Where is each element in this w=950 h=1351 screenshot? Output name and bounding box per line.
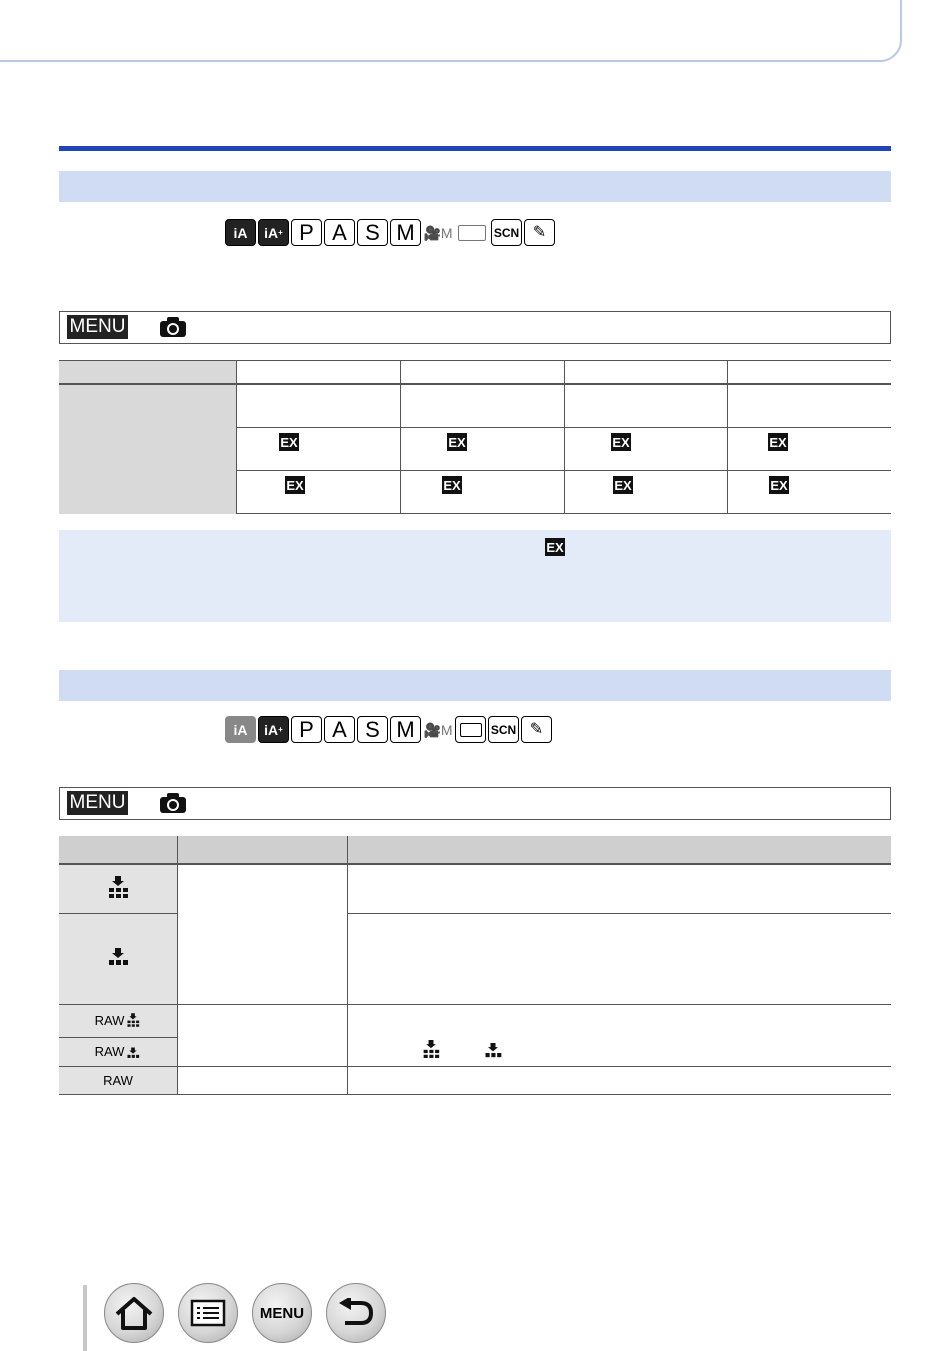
m-mode-icon: M	[390, 716, 421, 743]
ex-icon: EX	[770, 477, 788, 493]
section-heading-bar-1	[59, 171, 891, 202]
contents-button[interactable]	[178, 1283, 238, 1343]
s-mode-icon: S	[357, 716, 388, 743]
menu-button-label: MENU	[259, 1304, 305, 1322]
a-mode-icon: A	[324, 219, 355, 246]
home-icon	[114, 1295, 154, 1331]
camera-icon	[159, 792, 187, 814]
s-mode-icon: S	[357, 219, 388, 246]
panorama-mode-icon	[455, 716, 486, 743]
raw-label: RAW	[94, 1013, 125, 1028]
raw-row-cell	[59, 1067, 178, 1095]
mode-icons-1	[225, 219, 555, 246]
menu-icon: MENU	[67, 315, 128, 339]
ex-icon: EX	[286, 477, 304, 493]
ia-mode-icon: iA	[225, 219, 256, 246]
ex-icon: EX	[769, 434, 787, 450]
menu-button[interactable]	[252, 1283, 312, 1343]
scn-mode-icon: SCN	[488, 716, 519, 743]
mode-icons-2	[225, 716, 552, 743]
resolution-table	[59, 360, 891, 514]
fine-row-icon-cell	[59, 864, 178, 914]
quality-fine-icon	[105, 876, 131, 898]
ex-icon: EX	[443, 477, 461, 493]
nav-divider	[83, 1285, 87, 1351]
quality-standard-icon	[482, 1043, 504, 1058]
menu-path-2	[59, 787, 891, 820]
ia-mode-icon: iA	[225, 716, 256, 743]
p-mode-icon: P	[291, 219, 322, 246]
raw-fine-row-cell	[59, 1005, 178, 1038]
row-label-cell	[59, 384, 237, 514]
title-rule	[59, 146, 891, 151]
raw-label: RAW	[103, 1072, 133, 1088]
movie-m-mode-icon: 🎥M	[423, 224, 453, 241]
ex-icon: EX	[614, 477, 632, 493]
a-mode-icon: A	[324, 716, 355, 743]
raw-label: RAW	[94, 1044, 125, 1059]
p-mode-icon: P	[291, 716, 322, 743]
scn-mode-icon: SCN	[491, 219, 522, 246]
m-mode-icon: M	[390, 219, 421, 246]
ex-icon: EX	[612, 434, 630, 450]
panorama-mode-icon	[455, 219, 489, 246]
creative-mode-icon: ✎	[524, 219, 555, 246]
ex-icon: EX	[280, 434, 298, 450]
list-icon	[190, 1299, 226, 1327]
page-header-frame	[0, 0, 902, 62]
standard-row-icon-cell	[59, 914, 178, 1005]
ia-plus-mode-icon: iA +	[258, 716, 289, 743]
back-arrow-icon	[337, 1298, 375, 1328]
ex-icon: EX	[546, 539, 564, 555]
back-button[interactable]	[326, 1283, 386, 1343]
movie-m-mode-icon: 🎥M	[423, 721, 453, 738]
ia-plus-mode-icon: iA +	[258, 219, 289, 246]
home-button[interactable]	[104, 1283, 164, 1343]
quality-standard-icon	[125, 1047, 141, 1059]
ex-icon: EX	[448, 434, 466, 450]
note-box	[59, 530, 891, 622]
camera-icon	[159, 316, 187, 338]
quality-fine-icon	[420, 1040, 442, 1058]
quality-table	[59, 836, 891, 1095]
menu-icon: MENU	[67, 791, 128, 815]
raw-standard-row-cell	[59, 1038, 178, 1067]
section-heading-bar-2	[59, 670, 891, 701]
creative-mode-icon: ✎	[521, 716, 552, 743]
quality-fine-icon	[125, 1012, 141, 1028]
menu-path-1	[59, 311, 891, 344]
quality-standard-icon	[105, 948, 131, 966]
